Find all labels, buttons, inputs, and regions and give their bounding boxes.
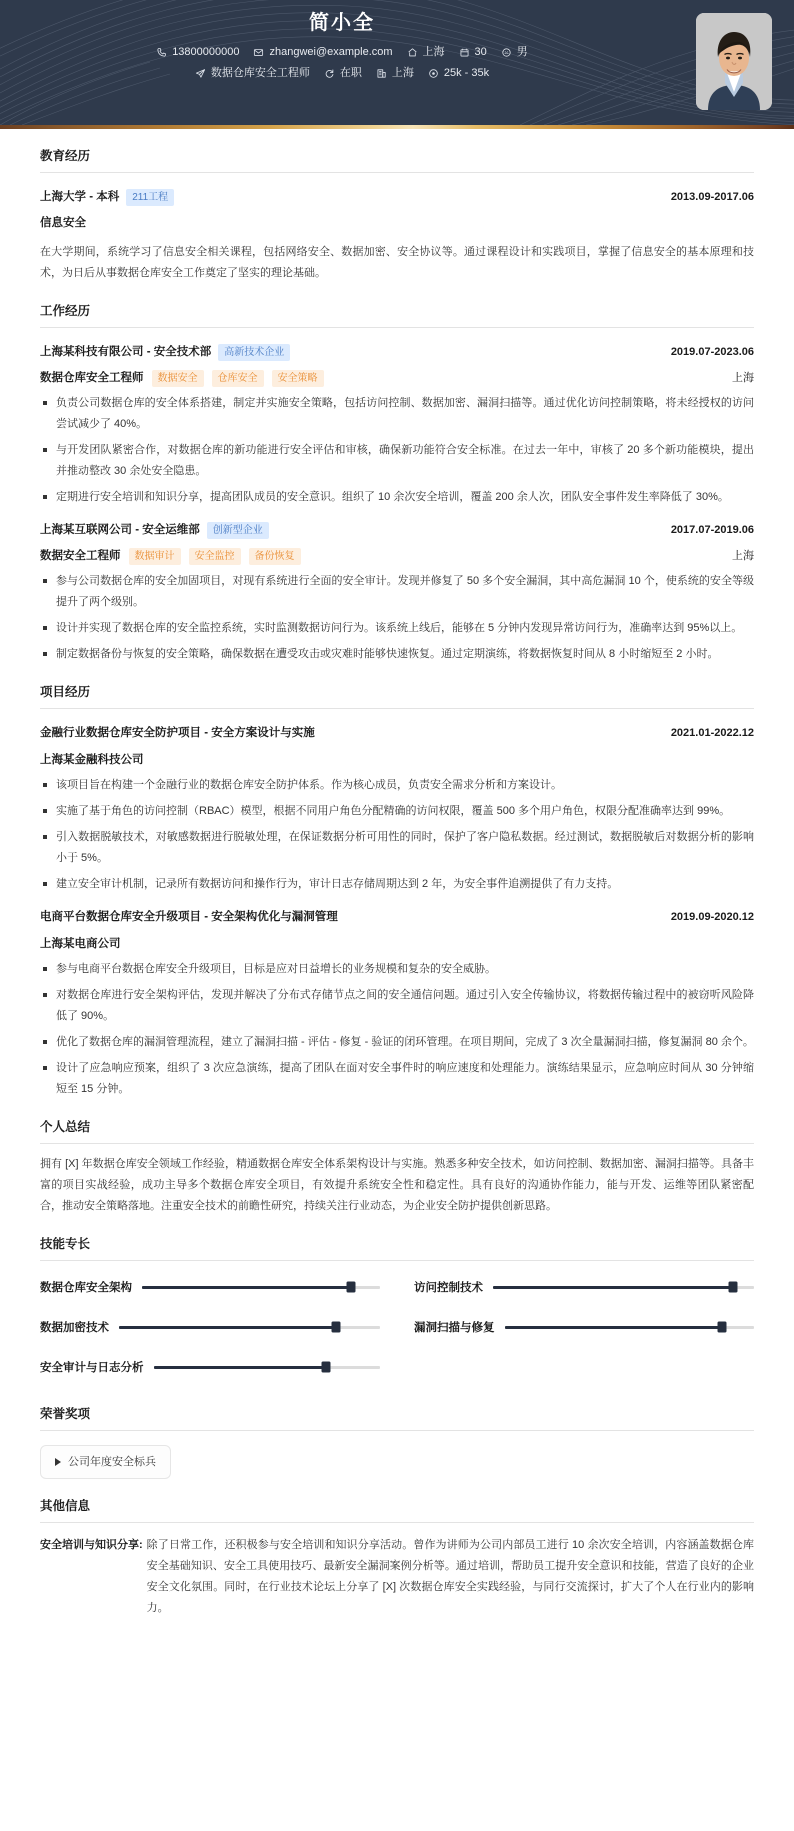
resume-body — [0, 129, 794, 1647]
entry-head-left — [40, 724, 315, 742]
gender-icon — [501, 47, 512, 58]
entry-sub — [40, 370, 754, 387]
entry-head — [40, 724, 754, 742]
section-education — [40, 129, 754, 284]
divider — [40, 1260, 754, 1261]
project-entry — [40, 895, 754, 1100]
contact-city — [407, 44, 445, 60]
list-item: 引入数据脱敏技术，对敏感数据进行脱敏处理，在保证数据分析可用性的同时，保护了客户隐私数据。经过测试，数据脱敏后对数据分析的影响小于 5%。 — [40, 827, 754, 869]
skill-label: 漏洞扫描与修复 — [414, 1322, 495, 1334]
entry-head-left — [40, 908, 338, 926]
list-item: 负责公司数据仓库的安全体系搭建，制定并实施安全策略，包括访问控制、数据加密、漏洞扫描等。通过优化访问控制策略，将未经授权的访问尝试减少了 40%。 — [40, 393, 754, 435]
skill-fill — [154, 1366, 326, 1369]
phone-icon — [156, 47, 167, 58]
building-icon — [376, 68, 387, 79]
list-item: 设计了应急响应预案，组织了 3 次应急演练，提高了团队在面对安全事件时的响应速度和处理能力。演练结果显示，应急响应时间从 30 分钟缩短至 15 分钟。 — [40, 1058, 754, 1100]
divider — [40, 172, 754, 173]
other-info-row — [40, 1535, 754, 1619]
section-title-other: 其他信息 — [40, 1499, 91, 1513]
status-icon — [324, 68, 335, 79]
contact-city-text: 上海 — [422, 46, 445, 58]
skill-handle[interactable] — [717, 1322, 726, 1333]
entry-head — [40, 908, 754, 926]
honor-item[interactable] — [40, 1445, 171, 1479]
entry-sub — [40, 548, 754, 565]
avatar — [696, 13, 772, 110]
skill-row — [40, 1307, 380, 1347]
job-status-text: 在职 — [339, 67, 362, 79]
project-company: 上海某金融科技公司 — [40, 754, 144, 766]
role-tag: 仓库安全 — [212, 370, 264, 387]
work-entry — [40, 508, 754, 665]
role-tag: 安全策略 — [272, 370, 324, 387]
work-location: 上海 — [732, 372, 754, 384]
school-tag: 211工程 — [126, 189, 174, 206]
role-tag: 数据安全 — [152, 370, 204, 387]
list-item: 对数据仓库进行安全架构评估，发现并解决了分布式存储节点之间的安全通信问题。通过引入安全传输协议，将数据传输过程中的被窃听风险降低了 90%。 — [40, 985, 754, 1027]
project-bullets — [40, 959, 754, 1100]
entry-head-left — [40, 343, 290, 361]
skill-slider[interactable] — [493, 1286, 754, 1289]
section-work — [40, 284, 754, 665]
divider — [40, 1143, 754, 1144]
list-item: 建立安全审计机制，记录所有数据访问和操作行为，审计日志存储周期达到 2 年，为安全事件追溯提供了有力支持。 — [40, 874, 754, 895]
skill-row — [414, 1267, 754, 1307]
divider — [40, 708, 754, 709]
skill-label: 访问控制技术 — [414, 1282, 483, 1294]
skill-fill — [142, 1286, 351, 1289]
summary-text: 拥有 [X] 年数据仓库安全领域工作经验，精通数据仓库安全体系架构设计与实施。熟悉多种安全技术，如访问控制、数据加密、漏洞扫描等。具备丰富的项目实战经验，成功主导多个数据仓库安全项目，有效提升系统安全性和稳定性。具有良好的沟通协作能力，能与开发、运维等团队紧密配合，推动安全策略落地。注重安全技术的前瞻性研究，持续关注行业动态，为企业安全防护提供创新思路。 — [40, 1158, 754, 1212]
section-skills — [40, 1217, 754, 1387]
section-project — [40, 665, 754, 1100]
honors-list — [40, 1445, 754, 1479]
contact-email-text: zhangwei@example.com — [269, 46, 393, 58]
list-item: 参与公司数据仓库的安全加固项目，对现有系统进行全面的安全审计。发现并修复了 50 多个安全漏洞，其中高危漏洞 10 个，使系统的安全等级提升了两个级别。 — [40, 571, 754, 613]
list-item: 与开发团队紧密合作，对数据仓库的新功能进行安全评估和审核，确保新功能符合安全标准。在过去一年中，审核了 20 多个新功能模块，提出并推动整改 30 余处安全隐患。 — [40, 440, 754, 482]
education-description: 在大学期间，系统学习了信息安全相关课程，包括网络安全、数据加密、安全协议等。通过课程设计和实践项目，掌握了信息安全的基本原理和技术，为日后从事数据仓库安全工作奠定了坚实的理论基础。 — [40, 246, 754, 279]
skill-slider[interactable] — [119, 1326, 380, 1329]
section-title-honors: 荣誉奖项 — [40, 1407, 91, 1421]
divider — [40, 1522, 754, 1523]
candidate-name: 简小全 — [309, 12, 375, 34]
resume-header — [0, 0, 794, 125]
work-date: 2019.07-2023.06 — [670, 346, 754, 358]
entry-head — [40, 521, 754, 539]
entry-head-left — [40, 521, 269, 539]
education-entry — [40, 175, 754, 284]
paper-plane-icon — [195, 68, 206, 79]
entry-sub-left — [40, 548, 301, 565]
contact-email — [253, 44, 392, 60]
contact-age-text: 30 — [474, 46, 487, 58]
salary-icon — [428, 68, 439, 79]
salary-text: 25k - 35k — [443, 67, 490, 79]
work-bullets — [40, 571, 754, 665]
job-title-item — [195, 65, 310, 81]
skill-slider[interactable] — [142, 1286, 380, 1289]
contact-phone — [156, 44, 239, 60]
project-date: 2021.01-2022.12 — [670, 727, 754, 739]
education-date: 2013.09-2017.06 — [670, 191, 754, 203]
skill-handle[interactable] — [729, 1282, 738, 1293]
project-name: 金融行业数据仓库安全防护项目 - 安全方案设计与实施 — [40, 727, 315, 739]
contact-row-secondary — [0, 65, 794, 81]
list-item: 该项目旨在构建一个金融行业的数据仓库安全防护体系。作为核心成员，负责安全需求分析和方案设计。 — [40, 775, 754, 796]
salary-item — [428, 65, 489, 81]
contact-gender-text: 男 — [516, 46, 528, 58]
list-item: 制定数据备份与恢复的安全策略，确保数据在遭受攻击或灾难时能够快速恢复。通过定期演练，将数据恢复时间从 8 小时缩短至 2 小时。 — [40, 644, 754, 665]
section-title-project: 项目经历 — [40, 685, 91, 699]
skill-handle[interactable] — [331, 1322, 340, 1333]
list-item: 实施了基于角色的访问控制（RBAC）模型，根据不同用户角色分配精确的访问权限，覆盖 500 多个用户角色，权限分配准确率达到 99%。 — [40, 801, 754, 822]
section-honors — [40, 1387, 754, 1479]
section-title-skills: 技能专长 — [40, 1237, 91, 1251]
work-date: 2017.07-2019.06 — [670, 524, 754, 536]
work-entry — [40, 330, 754, 508]
header-content — [0, 0, 794, 119]
work-city-text: 上海 — [391, 67, 414, 79]
work-city-item — [376, 65, 414, 81]
job-status-item — [324, 65, 362, 81]
list-item: 优化了数据仓库的漏洞管理流程，建立了漏洞扫描 - 评估 - 修复 - 验证的闭环管理。在项目期间，完成了 3 次全量漏洞扫描，修复漏洞 80 余个。 — [40, 1032, 754, 1053]
skill-label: 安全审计与日志分析 — [40, 1362, 144, 1374]
skill-row — [40, 1267, 380, 1307]
divider — [40, 327, 754, 328]
home-icon — [407, 47, 418, 58]
list-item: 定期进行安全培训和知识分享，提高团队成员的安全意识。组织了 10 余次安全培训，覆盖 200 余人次，团队安全事件发生率降低了 30%。 — [40, 487, 754, 508]
skill-row — [40, 1347, 380, 1387]
skill-fill — [493, 1286, 733, 1289]
skill-handle[interactable] — [347, 1282, 356, 1293]
work-bullets — [40, 393, 754, 508]
section-title-education: 教育经历 — [40, 149, 91, 163]
skill-slider[interactable] — [505, 1326, 755, 1329]
role-tag: 安全监控 — [189, 548, 241, 565]
divider — [40, 1430, 754, 1431]
work-location: 上海 — [732, 550, 754, 562]
contact-row-primary — [0, 44, 794, 60]
skills-grid — [40, 1267, 754, 1387]
company-tag: 高新技术企业 — [218, 344, 290, 361]
project-name: 电商平台数据仓库安全升级项目 - 安全架构优化与漏洞管理 — [40, 911, 338, 923]
skill-slider[interactable] — [154, 1366, 381, 1369]
skill-fill — [119, 1326, 336, 1329]
other-info-label: 安全培训与知识分享: — [40, 1539, 143, 1551]
contact-phone-text: 13800000000 — [172, 46, 240, 58]
entry-sub-left — [40, 370, 324, 387]
project-bullets — [40, 775, 754, 895]
skill-handle[interactable] — [321, 1362, 330, 1373]
section-other — [40, 1479, 754, 1619]
project-entry — [40, 711, 754, 895]
section-title-summary: 个人总结 — [40, 1120, 91, 1134]
skill-fill — [505, 1326, 722, 1329]
project-date: 2019.09-2020.12 — [670, 911, 754, 923]
job-role: 数据仓库安全工程师 — [40, 372, 144, 384]
entry-head — [40, 343, 754, 361]
section-summary — [40, 1100, 754, 1217]
project-company: 上海某电商公司 — [40, 938, 121, 950]
role-tag: 数据审计 — [129, 548, 181, 565]
company-tag: 创新型企业 — [207, 522, 269, 539]
other-info-text: 除了日常工作，还积极参与安全培训和知识分享活动。曾作为讲师为公司内部员工进行 10 余次安全培训，内容涵盖数据仓库安全基础知识、安全工具使用技巧、最新安全漏洞案例分析等。通过培训，帮助员工提升安全意识和技能，营造了良好的企业安全文化氛围。同时，在行业技术论坛上分享了 [X] 次数据仓库安全实践经验，与同行交流探讨，扩大了个人在行业内的影响力。 — [146, 1539, 754, 1614]
company-name: 上海某互联网公司 - 安全运维部 — [40, 524, 200, 536]
play-triangle-icon — [55, 1458, 61, 1466]
list-item: 设计并实现了数据仓库的安全监控系统，实时监测数据访问行为。该系统上线后，能够在 5 分钟内发现异常访问行为，准确率达到 95%以上。 — [40, 618, 754, 639]
job-role: 数据安全工程师 — [40, 550, 121, 562]
section-title-work: 工作经历 — [40, 304, 91, 318]
education-major: 信息安全 — [40, 217, 86, 229]
skill-label: 数据加密技术 — [40, 1322, 109, 1334]
company-name: 上海某科技有限公司 - 安全技术部 — [40, 346, 212, 358]
avatar-photo — [696, 13, 772, 110]
entry-head-left — [40, 188, 174, 206]
role-tag: 备份恢复 — [249, 548, 301, 565]
envelope-icon — [253, 47, 264, 58]
school-name: 上海大学 - 本科 — [40, 191, 120, 203]
list-item: 参与电商平台数据仓库安全升级项目，目标是应对日益增长的业务规模和复杂的安全威胁。 — [40, 959, 754, 980]
calendar-icon — [459, 47, 470, 58]
entry-head — [40, 188, 754, 206]
skill-label: 数据仓库安全架构 — [40, 1282, 132, 1294]
job-title-text: 数据仓库安全工程师 — [210, 67, 310, 79]
skill-row — [414, 1307, 754, 1347]
honor-label: 公司年度安全标兵 — [68, 1456, 156, 1468]
contact-gender — [501, 44, 528, 60]
contact-age — [459, 44, 487, 60]
